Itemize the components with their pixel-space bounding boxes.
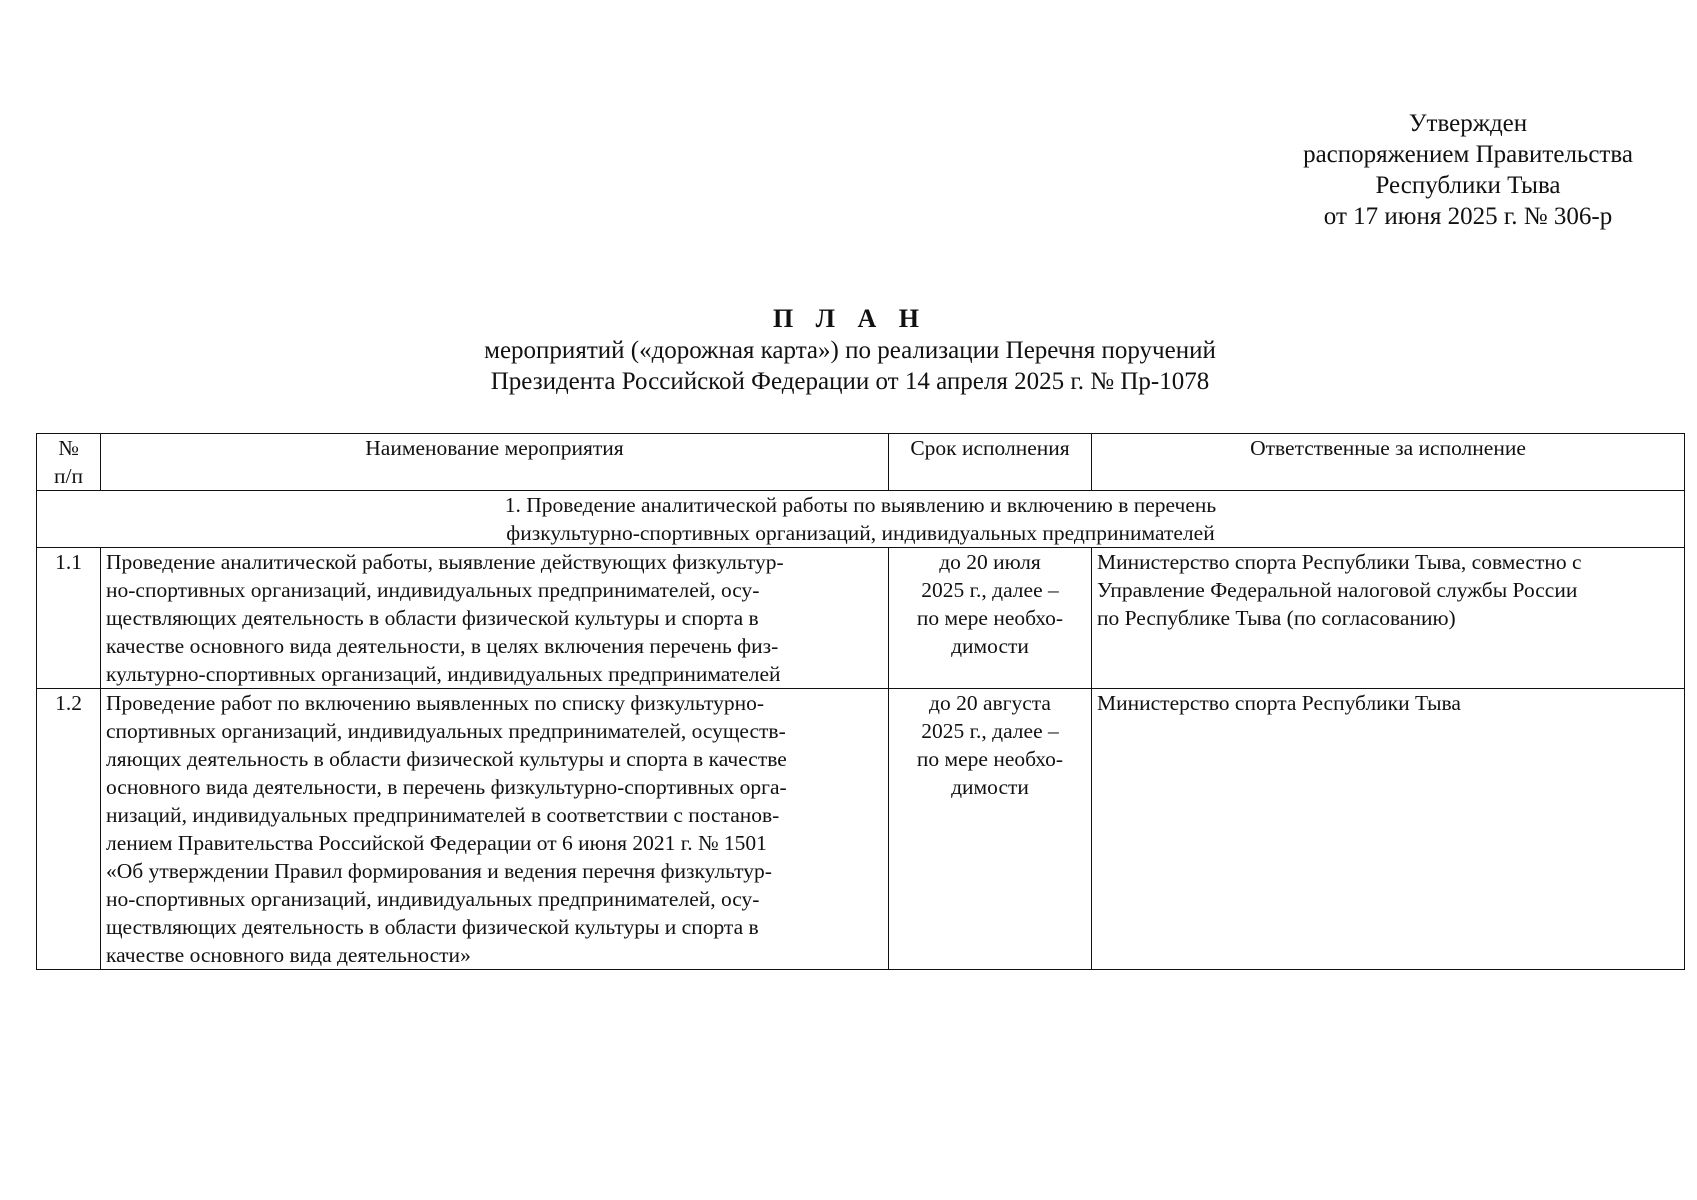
- row-number: 1.1: [37, 548, 101, 689]
- row-term: до 20 августа 2025 г., далее – по мере необхо- димости: [889, 689, 1092, 970]
- plan-subtitle-line: мероприятий («дорожная карта») по реализации Перечня поручений: [484, 337, 1216, 364]
- plan-subtitle-line: Президента Российской Федерации от 14 апреля 2025 г. № Пр-1078: [490, 368, 1210, 395]
- header-responsible: Ответственные за исполнение: [1092, 434, 1685, 491]
- header-name: Наименование мероприятия: [101, 434, 889, 491]
- approval-stamp: [1248, 108, 1688, 232]
- approval-line: распоряжением Правительства: [1303, 141, 1633, 168]
- row-responsible: Министерство спорта Республики Тыва: [1092, 689, 1685, 970]
- header-num: № п/п: [37, 434, 101, 491]
- table-row: [37, 689, 1685, 970]
- approval-line: Утвержден: [1408, 110, 1528, 137]
- plan-heading: П Л А Н: [772, 304, 928, 333]
- document-title: [340, 303, 1360, 397]
- header-term: Срок исполнения: [889, 434, 1092, 491]
- plan-table: [36, 433, 1685, 970]
- table-header-row: [37, 434, 1685, 491]
- row-term: до 20 июля 2025 г., далее – по мере необхо- димости: [889, 548, 1092, 689]
- table-row: [37, 548, 1685, 689]
- row-activity-name: Проведение аналитической работы, выявление действующих физкультур- но-спортивных организаций, индивидуальных предпринимателей, осу- ществляющих деятельность в области физической культуры и спорта в качестве основного вида деятельности, в целях включения перечень физ- культурно-спортивных организаций, индивидуальных предпринимателей: [101, 548, 889, 689]
- section-title: 1. Проведение аналитической работы по выявлению и включению в перечень физкультурно-спортивных организаций, индивидуальных предпринимателей: [37, 491, 1685, 548]
- row-number: 1.2: [37, 689, 101, 970]
- section-row: [37, 491, 1685, 548]
- row-responsible: Министерство спорта Республики Тыва, совместно с Управление Федеральной налоговой службы России по Республике Тыва (по согласованию): [1092, 548, 1685, 689]
- approval-line: от 17 июня 2025 г. № 306-р: [1323, 203, 1613, 230]
- row-activity-name: Проведение работ по включению выявленных по списку физкультурно- спортивных организаций, индивидуальных предпринимателей, осуществ- ляющих деятельность в области физической культуры и спорта в качестве основного вида деятельности, в перечень физкультурно-спортивных орга- низаций, индивидуальных предпринимателей в соответствии с постанов- лением Правительства Российской Федерации от 6 июня 2021 г. № 1501 «Об утверждении Правил формирования и ведения перечня физкультур- но-спортивных организаций, индивидуальных предпринимателей, осу- ществляющих деятельность в области физической культуры и спорта в качестве основного вида деятельности»: [101, 689, 889, 970]
- approval-line: Республики Тыва: [1375, 172, 1561, 199]
